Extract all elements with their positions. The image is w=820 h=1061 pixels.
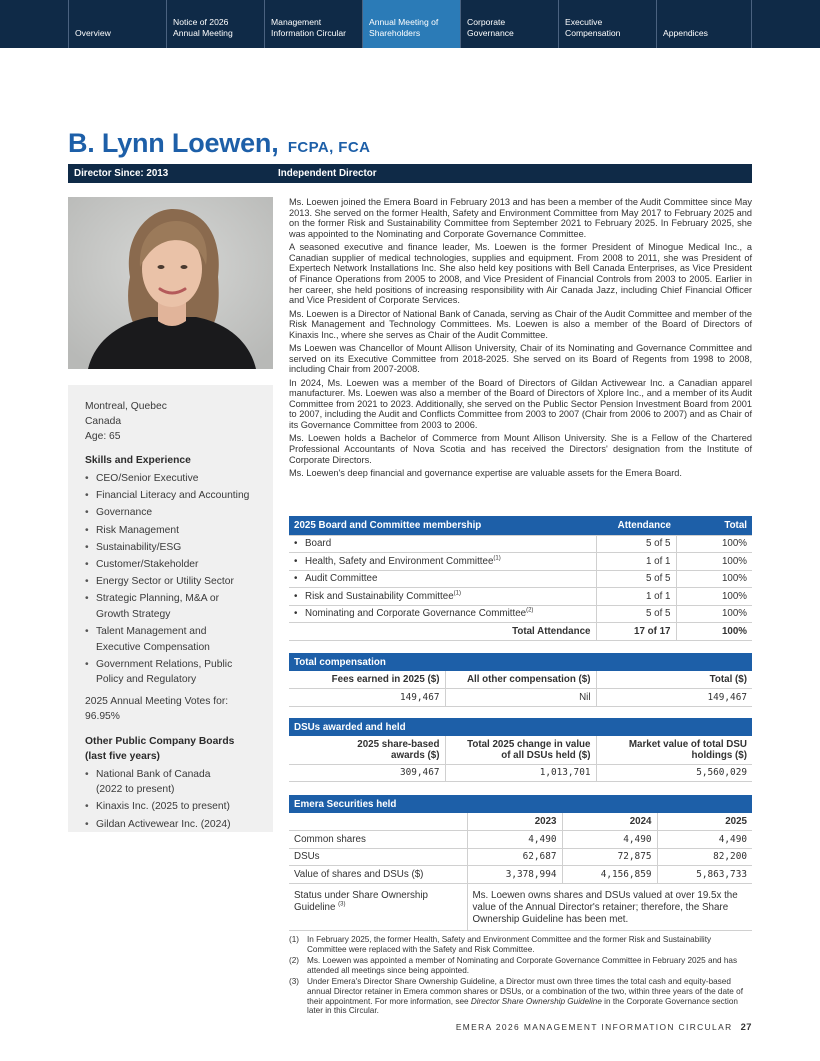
- compensation-title: Total compensation: [289, 653, 752, 671]
- footnotes: [289, 935, 752, 1018]
- skills-list: [85, 471, 263, 688]
- status-text: Ms. Loewen owns shares and DSUs valued at over 19.5x the value of the Annual Director's retainer; therefore, the Share Ownership Guideline has been met.: [467, 883, 752, 930]
- membership-title: 2025 Board and Committee membership: [289, 516, 596, 535]
- cell-value: 62,687: [467, 848, 562, 866]
- table-header-row: [289, 813, 752, 831]
- director-info-bar: [68, 164, 752, 183]
- cell-value: 4,490: [657, 831, 752, 849]
- table-row: [289, 553, 752, 571]
- director-photo: [68, 197, 273, 369]
- row-label: Value of shares and DSUs ($): [289, 866, 467, 884]
- total-attendance-label: Total Attendance: [289, 623, 596, 641]
- table-row: [289, 605, 752, 623]
- list-item: • Strategic Planning, M&A or Growth Strategy: [85, 591, 235, 622]
- director-name-heading: [68, 128, 370, 159]
- table-row: [289, 848, 752, 866]
- list-item: • Energy Sector or Utility Sector: [85, 574, 263, 590]
- page-number: 27: [740, 1021, 752, 1032]
- footnote: (2) Ms. Loewen was appointed a member of Nominating and Corporate Governance Committee in February 2025 and has attended all meetings since being appointed.: [289, 956, 738, 975]
- nav-tab-circular[interactable]: Management Information Circular: [264, 0, 362, 48]
- total-header: Total ($): [596, 671, 752, 689]
- footnote: (1) In February 2025, the former Health, Safety and Environment Committee and the former Risk and Sustainability Committee were replaced with the Safety and Risk Committee.: [289, 935, 712, 954]
- director-credentials: FCPA, FCA: [287, 139, 371, 156]
- table-header-row: [289, 736, 752, 764]
- table-row: [289, 535, 752, 553]
- total-value: 100%: [676, 570, 752, 588]
- director-name: B. Lynn Loewen,: [68, 128, 279, 158]
- total-value: 149,467: [596, 689, 752, 707]
- bio-paragraph: Ms Loewen was Chancellor of Mount Allison University, Chair of its Nominating and Governance Committee and served on its Executive Committee from 2018-2025. She served on its Board of Regents from 1998 to 2008, including Chair from 2007-2008.: [289, 343, 752, 375]
- list-item: • Kinaxis Inc. (2025 to present): [85, 799, 263, 815]
- committee-name: • Health, Safety and Environment Committee$^{(1)}$: [289, 553, 596, 571]
- total-value: 100%: [676, 535, 752, 553]
- director-status: Independent Director: [278, 168, 377, 179]
- city: Montreal, Quebec: [85, 401, 167, 412]
- status-label: Status under Share Ownership Guideline $^{(3)}$: [289, 883, 467, 930]
- total-value: 100%: [676, 553, 752, 571]
- other-boards-list: [85, 767, 263, 832]
- total-value: 100%: [676, 588, 752, 606]
- bio-paragraph: Ms. Loewen's deep financial and governance expertise are valuable assets for the Emera Board.: [289, 468, 682, 479]
- awards-value: 309,467: [289, 764, 445, 782]
- other-boards-heading: Other Public Company Boards (last five years): [85, 735, 235, 762]
- committee-name: • Nominating and Corporate Governance Committee$^{(2)}$: [289, 605, 596, 623]
- other-header: All other compensation ($): [445, 671, 596, 689]
- nav-tab-annual-meeting[interactable]: Annual Meeting of Shareholders: [362, 0, 460, 48]
- attendance-value: 1 of 1: [596, 588, 676, 606]
- market-value: 5,560,029: [596, 764, 752, 782]
- row-label: Common shares: [289, 831, 467, 849]
- row-label: DSUs: [289, 848, 467, 866]
- other-value: Nil: [445, 689, 596, 707]
- year-header: 2025: [657, 813, 752, 831]
- nav-tab-compensation[interactable]: Executive Compensation: [558, 0, 656, 48]
- change-value: 1,013,701: [445, 764, 596, 782]
- membership-table: [289, 516, 752, 641]
- cell-value: 4,490: [467, 831, 562, 849]
- dsus-table: [289, 736, 752, 782]
- skills-heading: Skills and Experience: [85, 455, 191, 466]
- committee-name: • Board: [289, 535, 596, 553]
- total-attendance-pct: 100%: [676, 623, 752, 641]
- market-header: Market value of total DSU holdings ($): [596, 736, 752, 764]
- table-row: [289, 764, 752, 782]
- year-header: 2024: [562, 813, 657, 831]
- portrait-image: [68, 197, 273, 369]
- list-item: • Risk Management: [85, 523, 263, 539]
- nav-tab-governance[interactable]: Corporate Governance: [460, 0, 558, 48]
- table-row: [289, 588, 752, 606]
- table-header-row: [289, 516, 752, 535]
- age: Age: 65: [85, 431, 121, 442]
- top-navigation: [0, 0, 820, 48]
- committee-name: • Risk and Sustainability Committee$^{(1)}$: [289, 588, 596, 606]
- director-biography: [289, 197, 752, 481]
- director-profile-sidebar: [68, 385, 273, 832]
- list-item: • Sustainability/ESG: [85, 540, 263, 556]
- attendance-value: 5 of 5: [596, 535, 676, 553]
- nav-tab-notice[interactable]: Notice of 2026 Annual Meeting: [166, 0, 264, 48]
- year-header: 2023: [467, 813, 562, 831]
- bio-paragraph: In 2024, Ms. Loewen was a member of the Board of Directors of Gildan Activewear Inc. a Canadian apparel manufacturer. Ms. Loewen was also a member of the Board of Directors of Xplore Inc., and a member of its Audit Committee from 2021 to 2023. Additionally, she served on the Public Sector Pension Investment Board from 2001 to 2007, including the Audit and Conflicts Committee from 2003 to 2007 (Chair from 2006 to 2007) and as Chair of its Governance Committee from 2003 to 2006.: [289, 377, 752, 431]
- table-row-status: [289, 883, 752, 930]
- attendance-value: 5 of 5: [596, 605, 676, 623]
- table-row-total: [289, 623, 752, 641]
- document-title: EMERA 2026 MANAGEMENT INFORMATION CIRCULAR: [455, 1022, 733, 1032]
- list-item: • CEO/Senior Executive: [85, 471, 263, 487]
- change-header: Total 2025 change in value of all DSUs held ($): [445, 736, 596, 764]
- committee-name: • Audit Committee: [289, 570, 596, 588]
- bio-paragraph: Ms. Loewen holds a Bachelor of Commerce from Mount Allison University. She is a Fellow of the Chartered Professional Accountants of Nova Scotia and has received the Directors' designation from the Institute of Corporate Directors.: [289, 433, 752, 465]
- fees-value: 149,467: [289, 689, 445, 707]
- footnote: (3) Under Emera's Director Share Ownership Guideline, a Director must own three times the total cash and equity-based annual Director retainer in Emera common shares or DSUs, or a combination of the two, within three years of the date of their appointment. For more information, see Director Share Ownership Guideline in the Corporate Governance section later in this Circular.: [289, 977, 743, 1016]
- nav-tab-overview[interactable]: Overview: [68, 0, 166, 48]
- list-item: • Talent Management and Executive Compensation: [85, 624, 235, 655]
- country: Canada: [85, 416, 122, 427]
- list-item: • Government Relations, Public Policy and Regulatory: [85, 657, 245, 688]
- list-item: • Governance: [85, 505, 263, 521]
- page-footer: [456, 1021, 752, 1032]
- list-item: • National Bank of Canada (2022 to present): [85, 767, 225, 798]
- table-row: [289, 831, 752, 849]
- compensation-table: [289, 671, 752, 707]
- cell-value: 4,156,859: [562, 866, 657, 884]
- cell-value: 5,863,733: [657, 866, 752, 884]
- cell-value: 4,490: [562, 831, 657, 849]
- cell-value: 82,200: [657, 848, 752, 866]
- table-header-row: [289, 671, 752, 689]
- nav-tab-appendices[interactable]: Appendices: [656, 0, 752, 48]
- dsus-title: DSUs awarded and held: [289, 718, 752, 736]
- list-item: • Customer/Stakeholder: [85, 557, 263, 573]
- attendance-value: 5 of 5: [596, 570, 676, 588]
- bio-paragraph: A seasoned executive and finance leader, Ms. Loewen is the former President of Minogue Medical Inc., a Canadian supplier of medical technologies, supplies and equipment. From 2008 to 2011, she was President of Expertech Network Installations Inc. She also held key positions with Bell Canada Enterprises, as Vice President of Finance Operations from 2005 to 2008, and Vice President of Financial Controls from 2003 to 2005. Earlier in her career, she held positions of increasing responsibility with Air Canada Jazz, including Chief Financial Officer and Vice President of Corporate Services.: [289, 242, 752, 306]
- table-row: [289, 866, 752, 884]
- bio-paragraph: Ms. Loewen joined the Emera Board in February 2013 and has been a member of the Audit Committee since May 2013. She served on the former Health, Safety and Environment Committee from May 2017 to February 2025 and on the former Risk and Sustainability Committee from September 2021 to February 2025. In February 2025, she was appointed to the Nominating and Corporate Governance Committee.: [289, 197, 752, 239]
- attendance-value: 1 of 1: [596, 553, 676, 571]
- fees-header: Fees earned in 2025 ($): [289, 671, 445, 689]
- location-block: [85, 399, 263, 444]
- awards-header: 2025 share-based awards ($): [289, 736, 445, 764]
- total-header: Total: [676, 516, 752, 535]
- total-value: 100%: [676, 605, 752, 623]
- empty-header: [289, 813, 467, 831]
- list-item: • Gildan Activewear Inc. (2024): [85, 817, 263, 833]
- list-item: • Financial Literacy and Accounting: [85, 488, 263, 504]
- attendance-header: Attendance: [596, 516, 676, 535]
- table-row: [289, 570, 752, 588]
- total-attendance-value: 17 of 17: [596, 623, 676, 641]
- annual-meeting-votes: 2025 Annual Meeting Votes for: 96.95%: [85, 695, 229, 723]
- bio-paragraph: Ms. Loewen is a Director of National Bank of Canada, serving as Chair of the Audit Committee and member of the Risk Management and Technology Committees. Ms. Loewen is also a member of the Board of Directors of Kinaxis Inc., where she serves as Chair of the Audit Committee.: [289, 308, 752, 340]
- table-row: [289, 689, 752, 707]
- securities-table: [289, 813, 752, 931]
- director-since: Director Since: 2013: [74, 168, 169, 179]
- securities-title: Emera Securities held: [289, 795, 752, 813]
- cell-value: 3,378,994: [467, 866, 562, 884]
- cell-value: 72,875: [562, 848, 657, 866]
